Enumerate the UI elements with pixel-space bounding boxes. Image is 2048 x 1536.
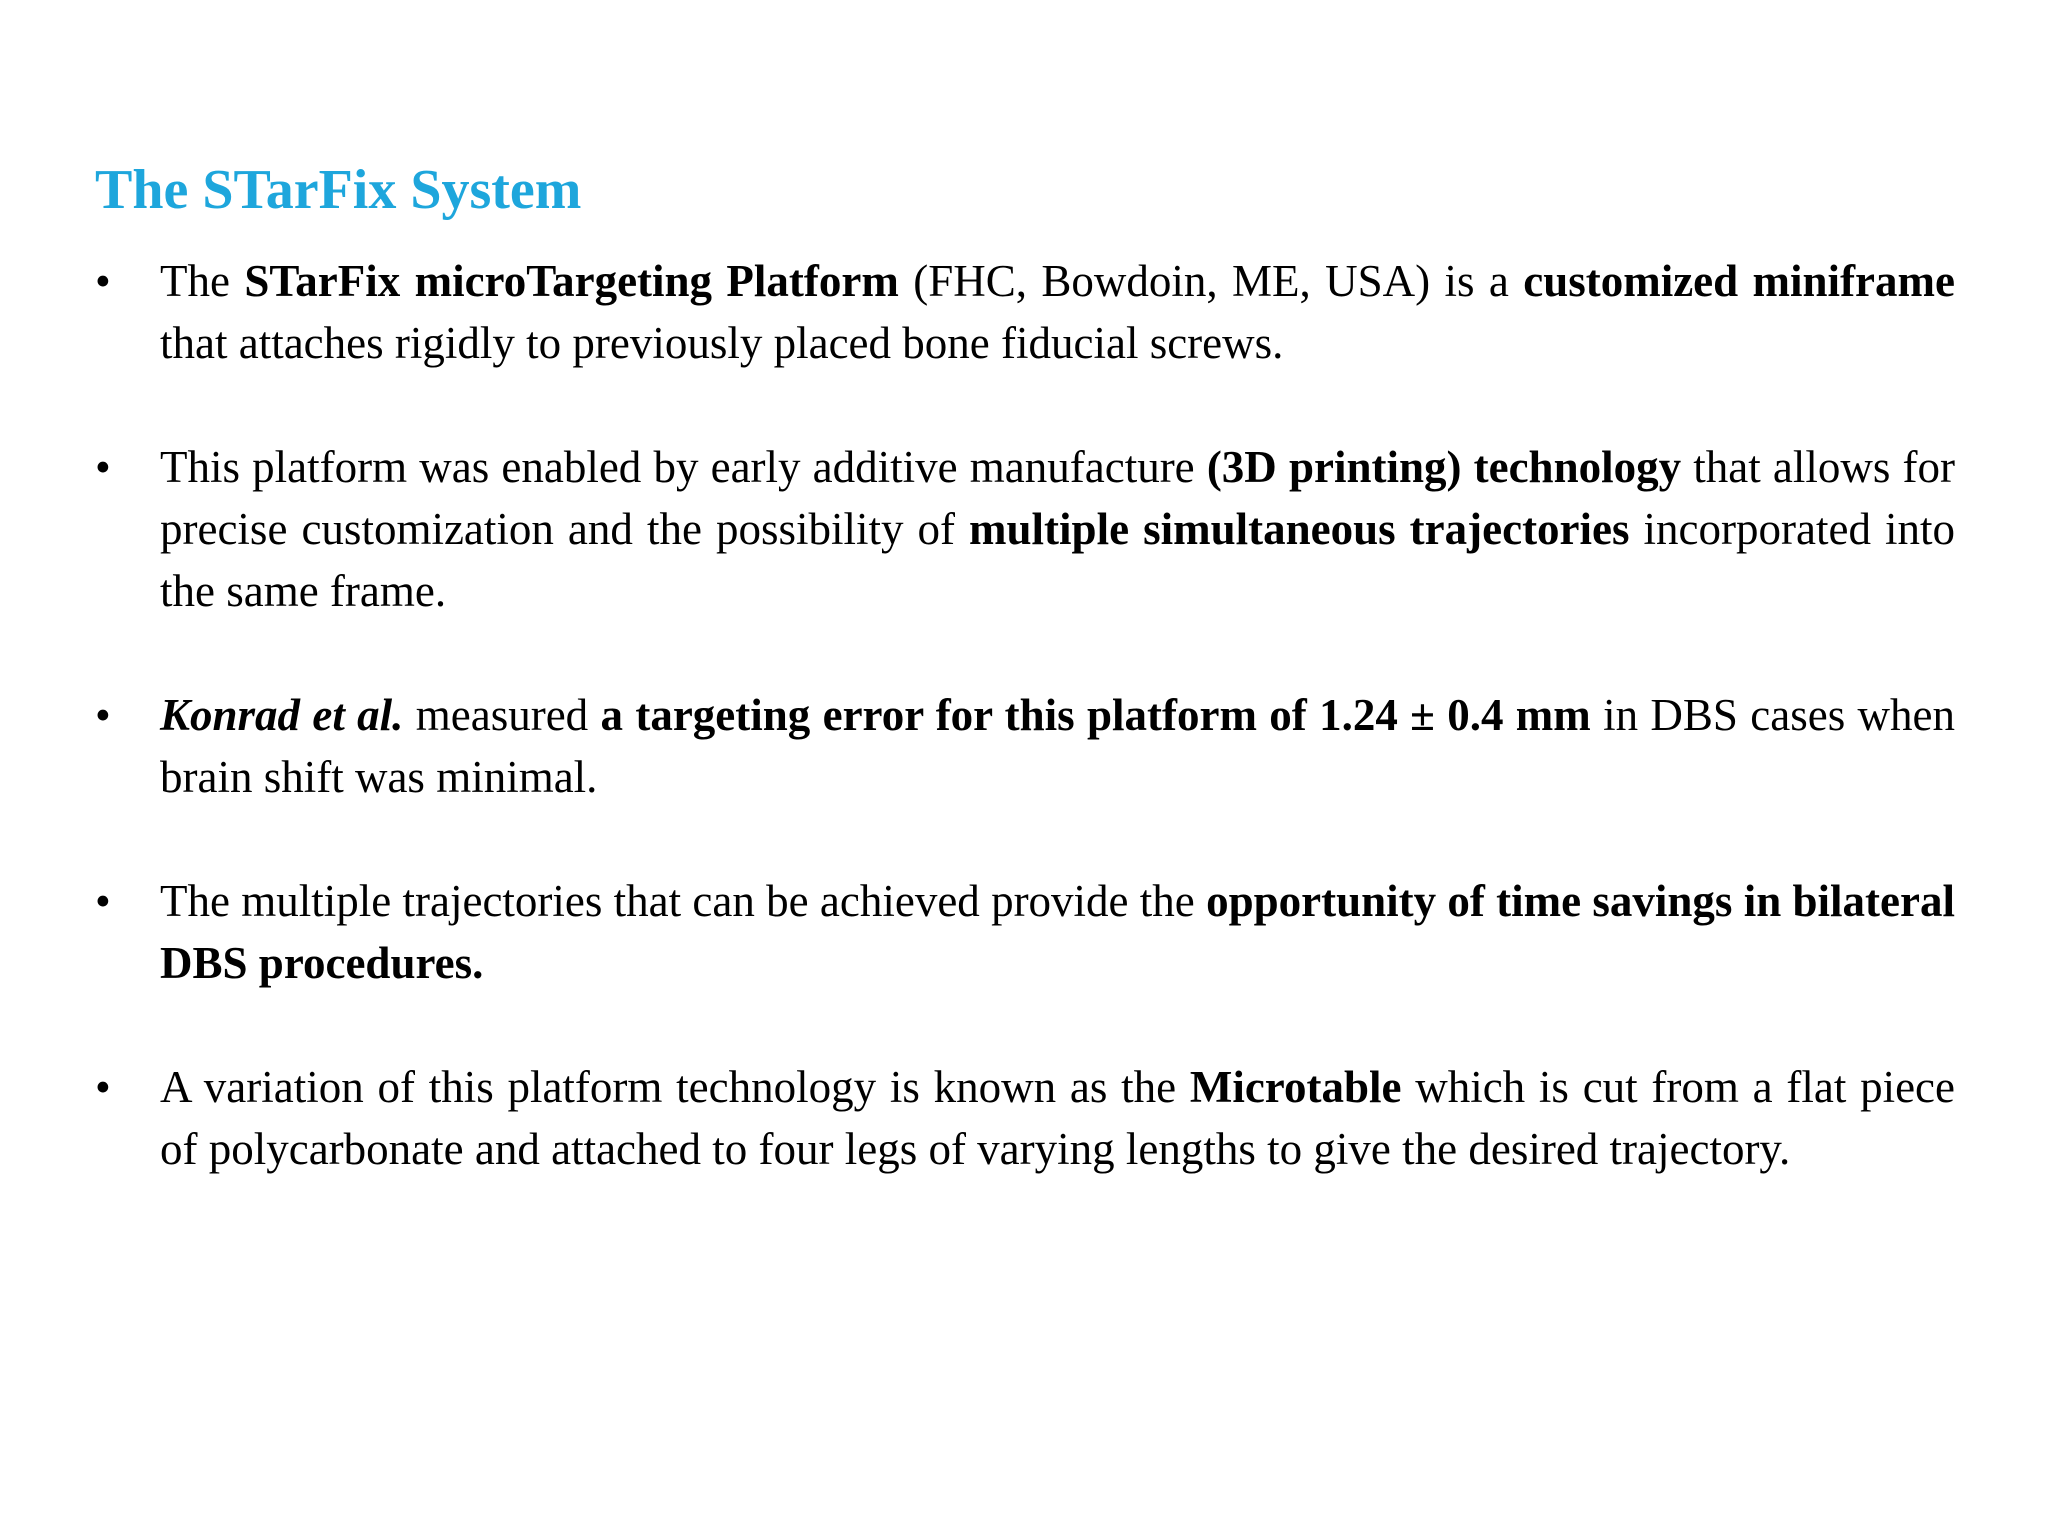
bullet-text: This platform was enabled by early additive manufacture	[160, 442, 1207, 492]
bullet-symbol: •	[95, 876, 111, 926]
bullet-text: in DBS cases when brain shift was minimal.	[160, 690, 1955, 802]
bullet-text: A variation of this platform technology is known as the	[160, 1062, 1190, 1112]
bullet-text-emphasis: (3D printing) technology	[1206, 442, 1682, 492]
bullet-item	[95, 436, 1955, 622]
bullet-text-emphasis: customized miniframe	[1523, 256, 1955, 306]
bullet-item	[95, 870, 1955, 994]
bullet-item	[95, 1056, 1955, 1180]
bullet-text: incorporated into the same frame.	[160, 504, 1955, 616]
bullet-text: that attaches rigidly to previously placed bone fiducial screws.	[160, 318, 1284, 368]
bullet-text-emphasis: a targeting error for this platform of 1.24 ± 0.4 mm	[600, 690, 1591, 740]
bullet-list	[95, 250, 1955, 1242]
bullet-text-emphasis: Microtable	[1189, 1062, 1402, 1112]
bullet-text: (FHC, Bowdoin, ME, USA) is a	[898, 256, 1524, 306]
bullet-item	[95, 250, 1955, 374]
bullet-text-emphasis: multiple simultaneous trajectories	[969, 504, 1630, 554]
bullet-symbol: •	[95, 442, 111, 492]
bullet-text-emphasis: STarFix microTargeting Platform	[244, 256, 899, 306]
bullet-text: measured	[403, 690, 601, 740]
bullet-symbol: •	[95, 690, 111, 740]
slide-title: The STarFix System	[95, 159, 582, 221]
bullet-text: The multiple trajectories that can be achieved provide the	[160, 876, 1207, 926]
bullet-symbol: •	[95, 1062, 111, 1112]
bullet-text-emphasis: Konrad et al.	[160, 690, 404, 740]
bullet-text: that allows for precise customization and the possibility of	[160, 442, 1956, 554]
bullet-item	[95, 684, 1955, 808]
bullet-text: The	[160, 256, 245, 306]
bullet-text-emphasis: opportunity of time savings in bilateral DBS procedures.	[160, 876, 1955, 988]
bullet-text: which is cut from a flat piece of polycarbonate and attached to four legs of varying lengths to give the desired trajectory.	[160, 1062, 1955, 1174]
bullet-symbol: •	[95, 256, 111, 306]
